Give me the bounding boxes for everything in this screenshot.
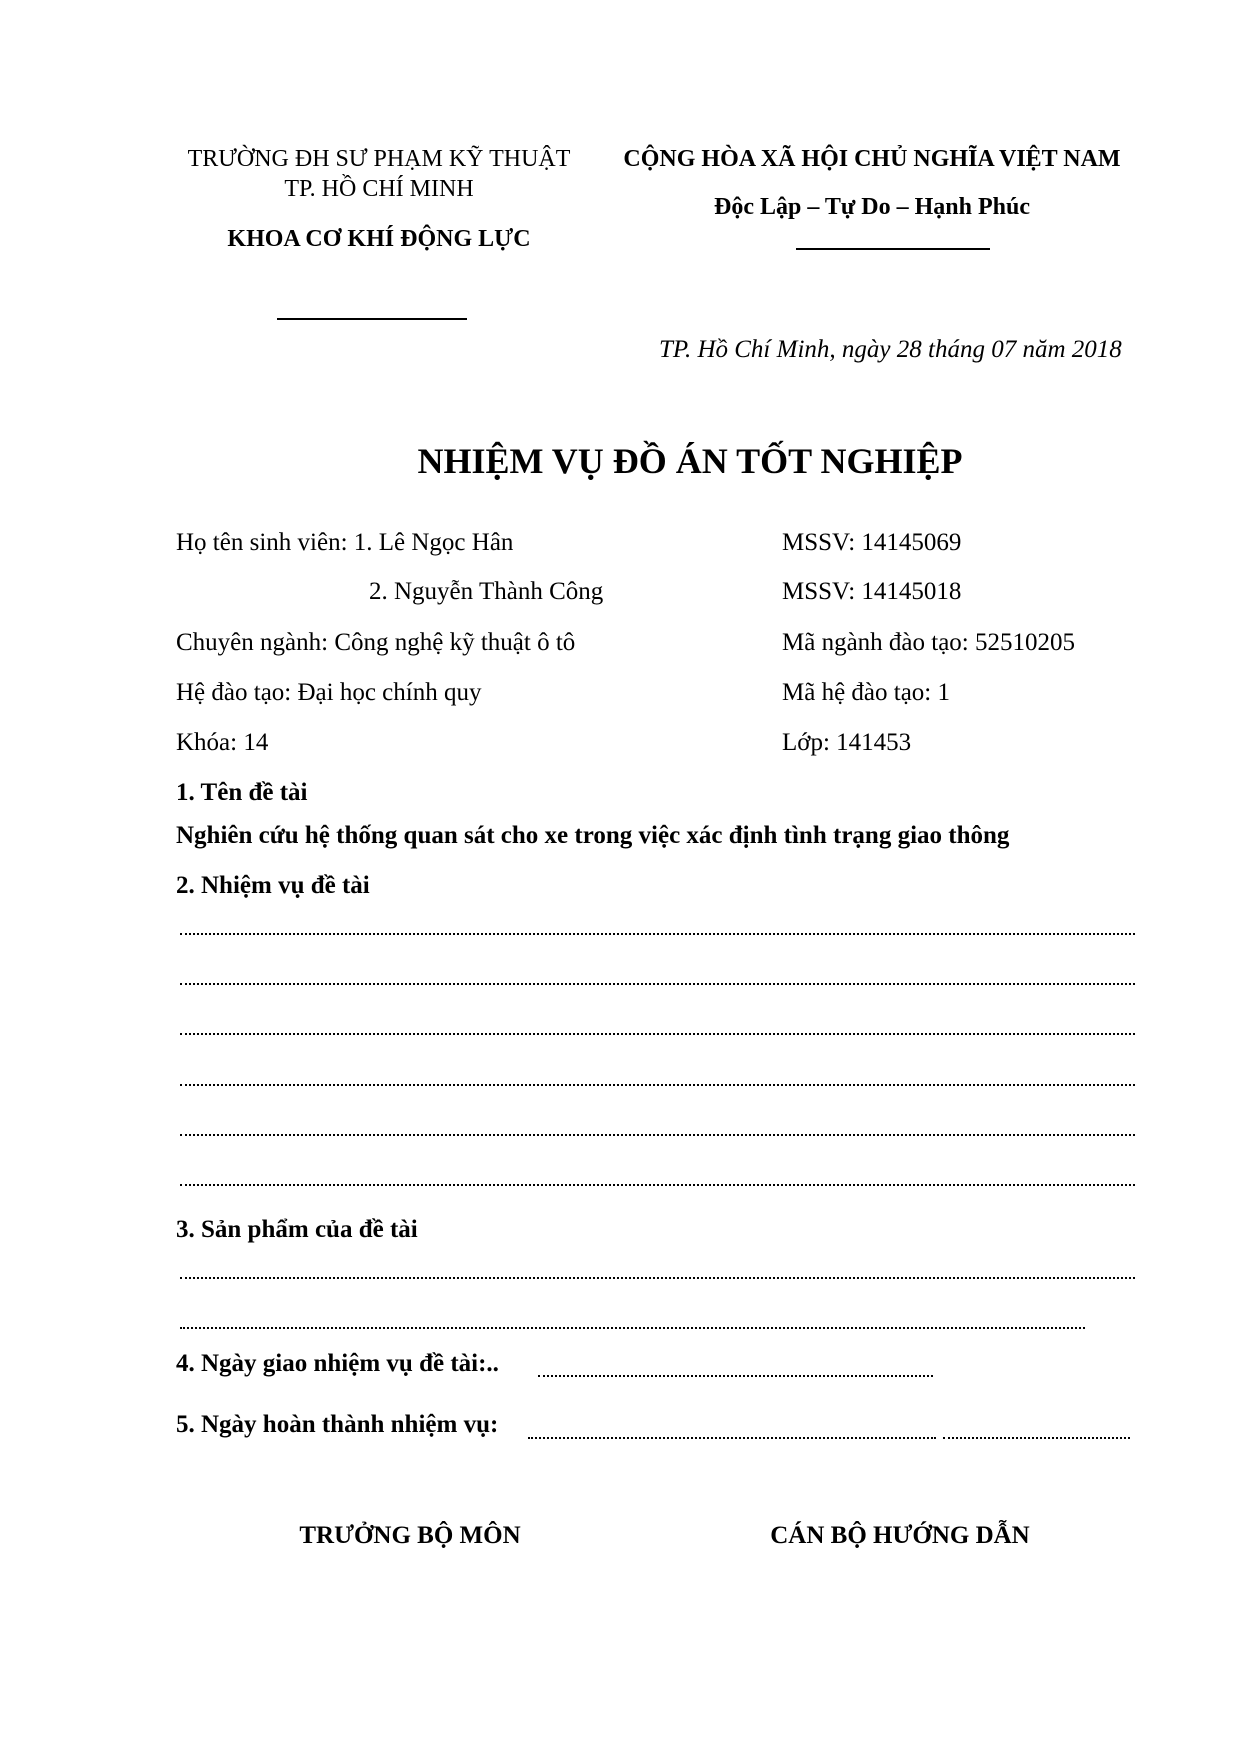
dotted-line (180, 1184, 1135, 1186)
student-name-2: 2. Nguyễn Thành Công (369, 578, 604, 605)
dotted-line (180, 1327, 1085, 1329)
section-4-heading: 4. Ngày giao nhiệm vụ đề tài:.. (176, 1350, 499, 1377)
section-5-heading: 5. Ngày hoàn thành nhiệm vụ: (176, 1411, 499, 1438)
dotted-line (180, 933, 1135, 935)
header-left-rule (277, 318, 467, 320)
student-name-1: Họ tên sinh viên: 1. Lê Ngọc Hân (176, 529, 514, 556)
dotted-line (180, 1033, 1135, 1035)
header-right-rule (796, 248, 990, 250)
school-city: TP. HỒ CHÍ MINH (284, 176, 474, 202)
dotted-line (538, 1375, 933, 1377)
dotted-line (180, 1134, 1135, 1136)
section-2-heading: 2. Nhiệm vụ đề tài (176, 872, 370, 899)
dotted-line (528, 1437, 936, 1439)
dotted-line (180, 1084, 1135, 1086)
school-name: TRƯỜNG ĐH SƯ PHẠM KỸ THUẬT (187, 146, 571, 172)
section-3-heading: 3. Sản phẩm của đề tài (176, 1216, 418, 1243)
page-title: NHIỆM VỤ ĐỒ ÁN TỐT NGHIỆP (417, 441, 963, 481)
mssv-1: MSSV: 14145069 (782, 529, 962, 556)
dotted-line (180, 1277, 1135, 1279)
signature-right: CÁN BỘ HƯỚNG DẪN (770, 1522, 1030, 1549)
section-1-topic: Nghiên cứu hệ thống quan sát cho xe trong việc xác định tình trạng giao thông (176, 822, 1010, 849)
section-1-heading: 1. Tên đề tài (176, 779, 308, 806)
mssv-2: MSSV: 14145018 (782, 578, 962, 605)
course: Khóa: 14 (176, 729, 269, 756)
class: Lớp: 141453 (782, 729, 912, 756)
date-line: TP. Hồ Chí Minh, ngày 28 tháng 07 năm 2018 (659, 336, 1122, 363)
major-code: Mã ngành đào tạo: 52510205 (782, 629, 1076, 656)
dotted-line (180, 983, 1135, 985)
faculty-name: KHOA CƠ KHÍ ĐỘNG LỰC (227, 226, 531, 252)
training-type: Hệ đào tạo: Đại học chính quy (176, 679, 482, 706)
training-code: Mã hệ đào tạo: 1 (782, 679, 951, 706)
signature-left: TRƯỞNG BỘ MÔN (299, 1522, 521, 1549)
country-motto: Độc Lập – Tự Do – Hạnh Phúc (713, 194, 1031, 220)
major: Chuyên ngành: Công nghệ kỹ thuật ô tô (176, 629, 576, 656)
country-name: CỘNG HÒA XÃ HỘI CHỦ NGHĨA VIỆT NAM (623, 146, 1121, 172)
dotted-line (943, 1437, 1130, 1439)
